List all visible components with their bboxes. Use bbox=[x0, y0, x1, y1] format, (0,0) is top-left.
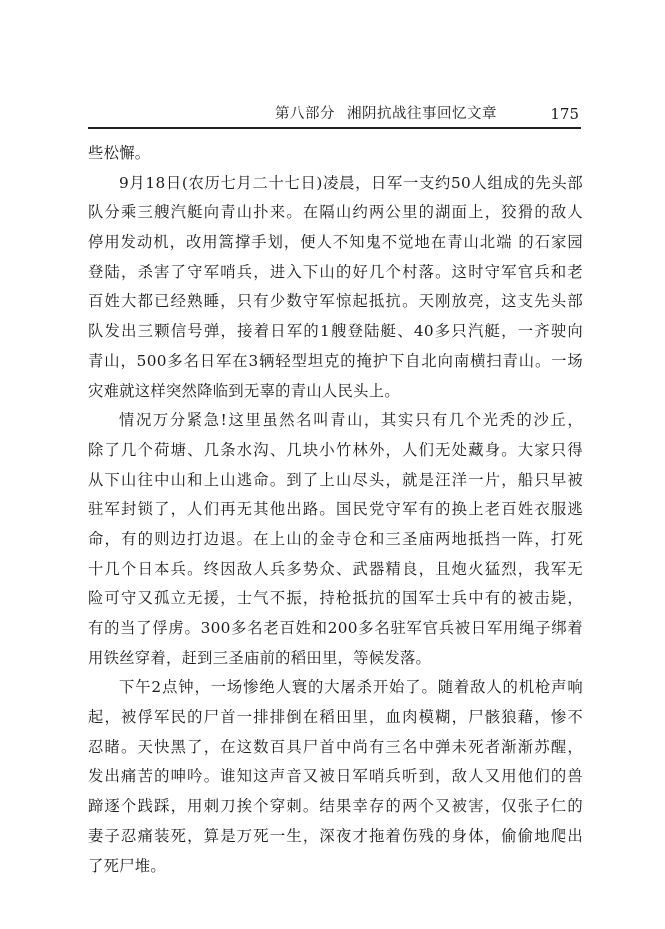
text-line: 些松懈。 bbox=[88, 144, 151, 162]
text-line: 灾难就这样突然降临到无辜的青山人民头上。 bbox=[88, 381, 400, 400]
page-number: 175 bbox=[550, 105, 579, 123]
text-line: 险可守又孤立无援，士气不振，持枪抵抗的国军士兵中有的被击毙， bbox=[88, 589, 583, 608]
text-line: 有的当了俘虏。300多名老百姓和200多名驻军官兵被日军用绳子绑着 bbox=[88, 619, 583, 637]
text-line: 驻军封锁了，人们再无其他出路。国民党守军有的换上老百姓衣服逃 bbox=[88, 500, 583, 519]
text-line: 忍睹。天快黑了，在这数百具尸首中尚有三名中弹未死者渐渐苏醒， bbox=[88, 737, 583, 756]
text-line: 发出痛苦的呻吟。谁知这声音又被日军哨兵听到，敌人又用他们的兽 bbox=[88, 767, 583, 786]
text-line: 用铁丝穿着，赶到三圣庙前的稻田里，等候发落。 bbox=[88, 648, 432, 667]
text-line: 队发出三颗信号弹，接着日军的1艘登陆艇、40多只汽艇，一齐驶向 bbox=[88, 322, 583, 341]
paragraph-first-line: 下午2点钟，一场惨绝人寰的大屠杀开始了。随着敌人的机枪声响 bbox=[119, 678, 583, 697]
paragraph-first-line: 情况万分紧急!这里虽然名叫青山，其实只有几个光秃的沙丘， bbox=[119, 411, 583, 430]
header-section: 第八部分 bbox=[275, 106, 335, 122]
text-line: 除了几个荷塘、几条水沟、几块小竹林外，人们无处藏身。大家只得 bbox=[88, 440, 583, 459]
paragraph-first-line: 9月18日(农历七月二十七日)凌晨，日军一支约50人组成的先头部 bbox=[119, 173, 583, 192]
header-book-title: 湘阴抗战往事回忆文章 bbox=[347, 106, 497, 122]
text-line: 了死尸堆。 bbox=[88, 856, 166, 875]
text-line: 登陆，杀害了守军哨兵，进入下山的好几个村落。这时守军官兵和老 bbox=[88, 262, 583, 281]
text-line: 蹄逐个践踩，用刺刀挨个穿刺。结果幸存的两个又被害，仅张子仁的 bbox=[88, 797, 583, 816]
text-line: 停用发动机，改用篙撑手划，便人不知鬼不觉地在青山北端 的石家园 bbox=[88, 233, 583, 252]
text-line: 起，被俘军民的尸首一排排倒在稻田里，血肉模糊，尸骸狼藉，惨不 bbox=[88, 708, 583, 727]
text-line: 从下山往中山和上山逃命。到了上山尽头，就是汪洋一片，船只早被 bbox=[88, 470, 583, 489]
text-line: 队分乘三艘汽艇向青山扑来。在隔山约两公里的湖面上，狡猾的敌人 bbox=[88, 203, 583, 222]
text-line: 青山，500多名日军在3辆轻型坦克的掩护下自北向南横扫青山。一场 bbox=[88, 351, 583, 370]
text-line: 十几个日本兵。终因敌人兵多势众、武器精良，且炮火猛烈，我军无 bbox=[88, 559, 583, 578]
header-title bbox=[275, 104, 497, 124]
text-line: 百姓大都已经熟睡，只有少数守军惊起抵抗。天刚放亮，这支先头部 bbox=[88, 292, 583, 311]
text-line: 命，有的则边打边退。在上山的金寺仓和三圣庙两地抵挡一阵，打死 bbox=[88, 529, 583, 548]
body-text bbox=[88, 139, 583, 881]
header-rule bbox=[88, 127, 581, 129]
text-line: 妻子忍痛装死，算是万死一生，深夜才拖着伤残的身体，偷偷地爬出 bbox=[88, 826, 583, 845]
